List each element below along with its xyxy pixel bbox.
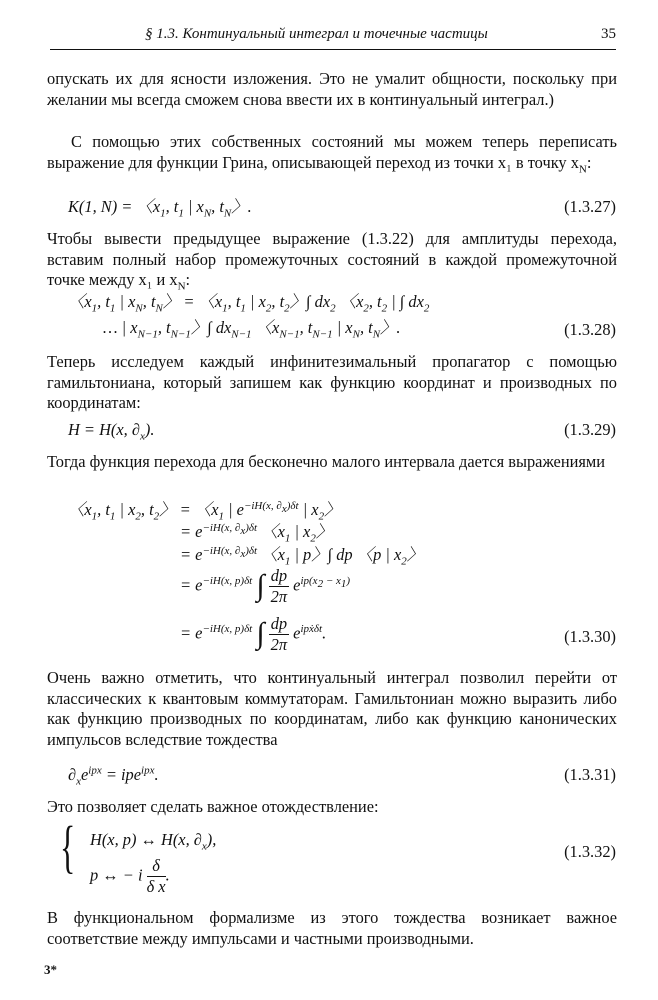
equation-1-3-30-line4: = $e^{-iH(x, p)\delta t}$ ∫ $\frac{dp}{2\pi}$ $e^{ip(x_2 - x_1)}$ <box>180 566 351 606</box>
equation-number-28: (1.3.28) <box>564 320 616 339</box>
system-brace: { <box>60 814 76 879</box>
equation-number-29: (1.3.29) <box>564 420 616 439</box>
paragraph-8: В функциональном формализме из этого тождества возникает важное соответствие между импульсами и частными производными. <box>47 908 617 948</box>
paragraph-2-text: С помощью этих собственных состояний мы можем теперь переписать выражение для функции Грина, описывающей переход из точки x₁ в точку x <box>47 132 617 172</box>
equation-1-3-30-line2: = $e^{-iH(x, \partial_x)\delta t}$ 〈$x_1$ | $x_2$〉 <box>180 521 333 545</box>
equation-1-3-31: $\partial_xe^{ipx} = ipe^{ipx}$. <box>68 764 159 788</box>
page-number: 35 <box>601 26 616 42</box>
paragraph-6: Очень важно отметить, что континуальный интеграл позволил перейти от классических к квантовым коммутаторам. Гамильтониан можно выразить либо как функцию производных по координатам, либо как функцию канонических импульсов вследствие тождества <box>47 668 617 749</box>
equation-1-3-32-line1: H(x, p) ↔ H(x, $\partial_x$), <box>90 830 217 853</box>
equation-1-3-32-line2: p ↔ − i $\frac{\delta}{\text{δ x}}$ . <box>90 856 170 896</box>
equation-1-3-30-line5: = $e^{-iH(x, p)\delta t}$ ∫ $\frac{dp}{2\pi}$ $e^{ipẋ\delta t}$. <box>180 614 327 654</box>
equation-1-3-27: K(1, N) = 〈$x_1$, $t_1$ | $x_N$, $t_N$〉. <box>68 197 252 220</box>
equation-1-3-28-line1: 〈$x_1$, $t_1$ | $x_N$, $t_N$〉 = 〈$x_1$, $t_1$ | $x_2$, $t_2$〉∫ $dx_2$ 〈$x_2$, $t_2$ | ∫ $dx_2$ <box>68 292 430 315</box>
equation-1-3-29: H = H(x, $\partial_x$). <box>68 420 155 443</box>
paragraph-3-text: Чтобы вывести предыдущее выражение (1.3.22) для амплитуды перехода, вставим полный набор промежуточных состояний в каждой промежуточной точке между x₁ и x <box>47 229 617 290</box>
running-header <box>0 24 628 46</box>
paragraph-5: Тогда функция перехода для бесконечно малого интервала дается выражениями <box>47 452 606 471</box>
header-rule <box>50 49 616 50</box>
header-title: § 1.3. Континуальный интеграл и точечные частицы <box>145 26 488 42</box>
equation-1-3-30-line1: 〈$x_1$, $t_1$ | $x_2$, $t_2$〉 = 〈$x_1$ | $e^{-iH(x, \partial_x)\delta t}$ | $x_2$〉 <box>68 499 341 523</box>
equation-number-32: (1.3.32) <box>564 842 616 861</box>
paragraph-1: опускать их для ясности изложения. Это не умалит общности, поскольку при желании мы всегда сможем снова ввести их в континуальный интеграл.) <box>47 69 617 109</box>
signature-mark: 3* <box>44 962 57 977</box>
equation-number-27: (1.3.27) <box>564 197 616 216</box>
paragraph-3 <box>47 229 617 291</box>
paragraph-4: Теперь исследуем каждый инфинитезимальный пропагатор с помощью гамильтониана, который запишем как функцию координат и производных по координатам: <box>47 352 617 413</box>
paragraph-3-sub: N <box>177 280 186 293</box>
paragraph-7: Это позволяет сделать важное отождествление: <box>47 797 379 816</box>
paragraph-2-end: : <box>586 152 592 172</box>
paragraph-3-end: : <box>185 270 191 290</box>
equation-number-31: (1.3.31) <box>564 765 616 784</box>
equation-1-3-28-line2: … | $x_{N-1}$, $t_{N-1}$〉∫ $dx_{N-1}$ 〈$x_{N-1}$, $t_{N-1}$ | $x_N$, $t_N$〉. <box>103 318 401 341</box>
paragraph-2 <box>47 132 617 173</box>
equation-number-30: (1.3.30) <box>564 627 616 646</box>
equation-1-3-30-line3: = $e^{-iH(x, \partial_x)\delta t}$ 〈$x_1$ | p〉∫ dp 〈p | $x_2$〉 <box>180 544 424 568</box>
paragraph-2-sub: N <box>578 162 587 175</box>
